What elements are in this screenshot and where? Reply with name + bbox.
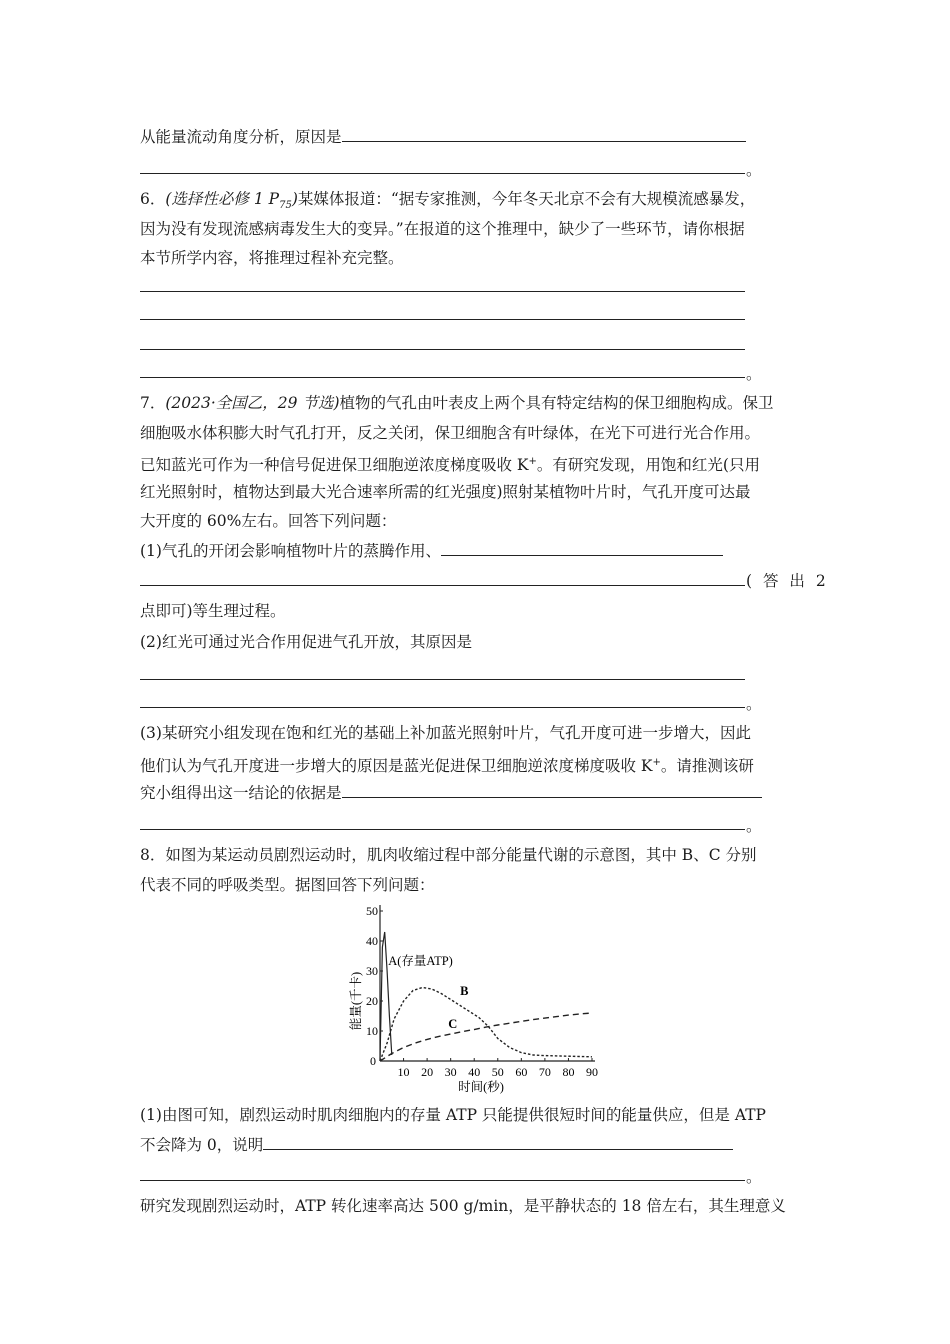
y-axis-label: 能量(千卡): [349, 971, 363, 1031]
x-axis-label: 时间(秒): [458, 1080, 504, 1094]
x-tick-label: 70: [538, 1065, 551, 1079]
answer-blank[interactable]: [263, 1135, 733, 1150]
annotation-c: C: [448, 1017, 458, 1031]
question-number: 8．: [140, 846, 166, 864]
q8-p1-line2: 不会降为 0，说明: [140, 1135, 733, 1155]
q7-line2: 细胞吸水体积膨大时气孔打开，反之关闭，保卫细胞含有叶绿体，在光下可进行光合作用。: [140, 424, 761, 442]
q7-p3-line1: (3)某研究小组发现在饱和红光的基础上补加蓝光照射叶片，气孔开度可进一步增大，因此: [140, 724, 751, 742]
q7-p1-line1: (1)气孔的开闭会影响植物叶片的蒸腾作用、: [140, 541, 723, 561]
y-tick-label: 40: [366, 934, 378, 948]
chart-axes: [380, 905, 595, 1061]
origin-label: 0: [370, 1054, 376, 1068]
series-line-a: [380, 932, 392, 1061]
q7-line5: 大开度的 60%左右。回答下列问题：: [140, 512, 397, 530]
end-mark: 。: [746, 161, 762, 179]
answer-blank[interactable]: [140, 377, 745, 378]
answer-blank[interactable]: [342, 127, 746, 142]
annotation-b: B: [460, 984, 469, 998]
y-tick-label: 20: [366, 994, 378, 1008]
q7-p3-line3: 究小组得出这一结论的依据是: [140, 783, 762, 803]
answer-blank[interactable]: [140, 829, 745, 830]
q7-p1-line3: 点即可)等生理过程。: [140, 602, 286, 620]
q7-p2-line1: (2)红光可通过光合作用促进气孔开放，其原因是: [140, 633, 472, 651]
x-tick-label: 40: [468, 1065, 481, 1079]
series-line-c: [380, 1013, 592, 1061]
q6-line1: 6．(选择性必修 1 $P_{75}$)某媒体报道：“据专家推测，今年冬天北京不会有大规模流感暴发，: [140, 190, 756, 212]
answer-blank[interactable]: [140, 585, 745, 586]
energy-chart: [340, 898, 610, 1094]
x-tick-label: 90: [586, 1065, 598, 1079]
q8-line1: 8．如图为某运动员剧烈运动时，肌肉收缩过程中部分能量代谢的示意图，其中 B、C 分别: [140, 846, 757, 864]
x-tick-label: 50: [491, 1065, 504, 1079]
end-mark: 。: [746, 1168, 762, 1186]
y-tick-label: 30: [366, 964, 378, 978]
answer-blank[interactable]: [140, 173, 745, 174]
x-tick-label: 10: [397, 1065, 410, 1079]
x-tick-label: 80: [562, 1065, 575, 1079]
answer-blank[interactable]: [140, 291, 745, 292]
q8-last-line: 研究发现剧烈运动时，ATP 转化速率高达 500 g/min，是平静状态的 18 倍左右，其生理意义: [140, 1197, 786, 1215]
answer-blank[interactable]: [342, 783, 762, 798]
q6-line3: 本节所学内容，将推理过程补充完整。: [140, 249, 404, 267]
q7-line4: 红光照射时，植物达到最大光合速率所需的红光强度)照射某植物叶片时，气孔开度可达最: [140, 483, 751, 501]
answer-blank[interactable]: [140, 319, 745, 320]
answer-blank[interactable]: [140, 679, 745, 680]
q7-line3: 已知蓝光可作为一种信号促进保卫细胞逆浓度梯度吸收 K+。有研究发现，用饱和红光(只用: [140, 456, 760, 475]
source-tag: (选择性必修 1 $P_{75}$): [165, 190, 298, 212]
x-tick-label: 30: [444, 1065, 457, 1079]
q6-line2: 因为没有发现流感病毒发生大的变异。”在报道的这个推理中，缺少了一些环节，请你根据: [140, 220, 745, 238]
q8-line2: 代表不同的呼吸类型。据图回答下列问题：: [140, 876, 435, 894]
answer-blank[interactable]: [140, 707, 745, 708]
series-line-b: [380, 988, 592, 1062]
answer-blank[interactable]: [441, 541, 723, 556]
chart-ticks: [366, 904, 598, 1079]
q8-p1-line1: (1)由图可知，剧烈运动时肌肉细胞内的存量 ATP 只能提供很短时间的能量供应，但是 ATP: [140, 1106, 766, 1124]
x-tick-label: 60: [515, 1065, 528, 1079]
question-number: 6．: [140, 190, 166, 208]
source-tag: (2023·全国乙，29 节选): [165, 394, 340, 412]
end-mark: 。: [746, 695, 762, 713]
end-mark: 。: [746, 817, 762, 835]
end-mark: 。: [746, 365, 762, 383]
annotation-a: A(存量ATP): [388, 954, 453, 968]
y-tick-label: 50: [366, 904, 378, 918]
chart-series: [380, 932, 592, 1061]
q7-p3-line2: 他们认为气孔开度进一步增大的原因是蓝光促进保卫细胞逆浓度梯度吸收 K+。请推测该研: [140, 757, 754, 776]
q5-line1: 从能量流动角度分析，原因是: [140, 127, 746, 147]
x-tick-label: 20: [421, 1065, 434, 1079]
question-number: 7．: [140, 394, 166, 412]
answer-blank[interactable]: [140, 1180, 745, 1181]
q7-line1: 7．(2023·全国乙，29 节选)植物的气孔由叶表皮上两个具有特定结构的保卫细胞构成。保卫: [140, 394, 774, 412]
y-tick-label: 10: [366, 1024, 378, 1038]
answer-blank[interactable]: [140, 349, 745, 350]
answer-note: ( 答 出 2: [746, 572, 826, 590]
